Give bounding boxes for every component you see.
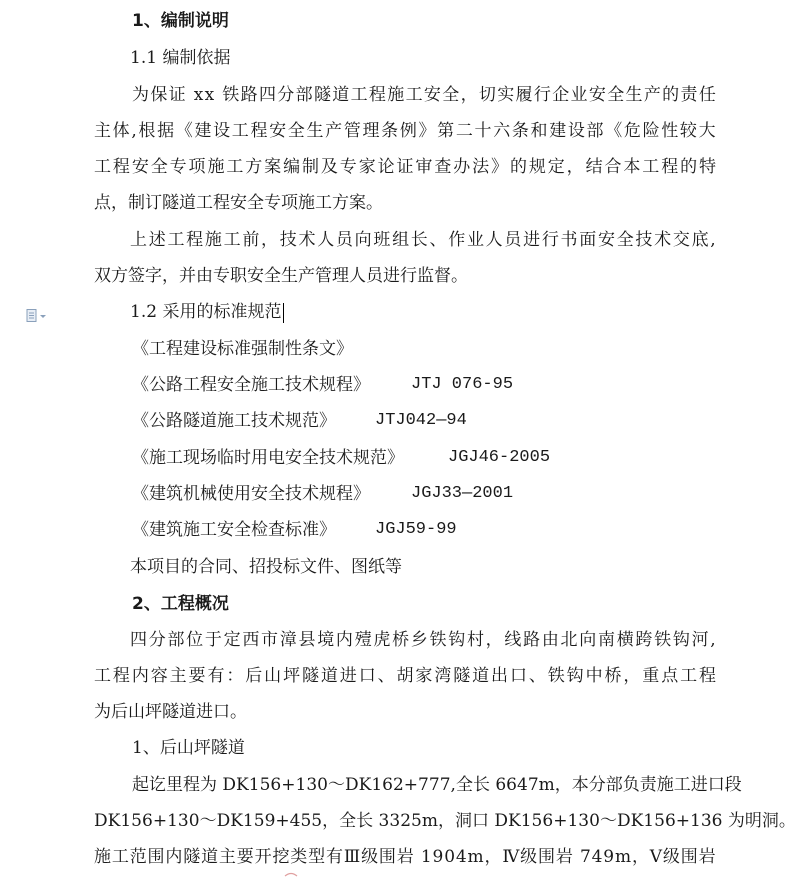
subsection-heading-1-2 <box>130 300 284 324</box>
paragraph-line: 主 体 , 根 据 《 建 设 工 程 安 全 生 产 管 理 条 例 》 第 二 十 六 条 和 建 设 部 《 危 险 性 较 大 <box>94 121 716 141</box>
standard-name: 《工程建设标准强制性条文》 <box>132 339 353 359</box>
paragraph-line: 起 讫 里 程 为 D K 1 5 6 + 1 3 0 ～ D K 1 6 2 + 7 7 7 , 全 长 6 6 4 7 m ， 本 分 部 负 责 施 工 进 口 段 <box>132 775 742 795</box>
standard-item <box>132 409 336 433</box>
text-cursor <box>283 303 284 323</box>
standard-code: JTJ 076-95 <box>411 375 514 394</box>
paragraph-line: 工 程 安 全 专 项 施 工 方 案 编 制 及 专 家 论 证 审 查 办 法 》 的 规 定 ， 结 合 本 工 程 的 特 <box>94 157 716 177</box>
section-heading-1: 1、编制说明 <box>132 11 229 31</box>
subsection-heading-tunnel: 1、后山坪隧道 <box>132 738 245 758</box>
paragraph-line: 点，制订隧道工程安全专项施工方案。 <box>94 193 383 213</box>
subsection-heading-1-2-text: 1.2 采用的标准规范 <box>130 302 282 322</box>
standards-note: 本项目的合同、招投标文件、图纸等 <box>130 557 402 577</box>
standard-name: 《施工现场临时用电安全技术规范》 <box>132 448 404 468</box>
standard-code: JGJ46-2005 <box>448 448 551 467</box>
standard-item <box>132 373 370 397</box>
paragraph-line: D K 1 5 6 + 1 3 0 ～ D K 1 5 9 + 4 5 5 ， 全 长 3 3 2 5 m ， 洞 口 D K 1 5 6 + 1 3 0 ～ D K 1 5 6 + 1 3 6 为 明 洞 。 <box>94 811 796 831</box>
paragraph-line: 工 程 内 容 主 要 有 ： 后 山 坪 隧 道 进 口 、 胡 家 湾 隧 道 出 口 、 铁 钩 中 桥 ， 重 点 工 程 <box>94 666 716 686</box>
standard-item <box>132 337 353 361</box>
paragraph-line: 为 保 证 x x 铁 路 四 分 部 隧 道 工 程 施 工 安 全 ， 切 实 履 行 企 业 安 全 生 产 的 责 任 <box>132 85 716 105</box>
paragraph-line: 施 工 范 围 内 隧 道 主 要 开 挖 类 型 有 Ⅲ 级 围 岩 1 9 0 4 m ， Ⅳ 级 围 岩 7 4 9 m ， Ⅴ 级 围 岩 <box>94 847 716 867</box>
section-heading-2: 2、工程概况 <box>132 594 229 614</box>
paragraph-line: 为后山坪隧道进口。 <box>94 702 247 722</box>
paragraph-line: 四 分 部 位 于 定 西 市 漳 县 境 内 殪 虎 桥 乡 铁 钩 村 ， 线 路 由 北 向 南 横 跨 铁 钩 河 , <box>130 630 716 650</box>
standard-code: JGJ59-99 <box>375 520 457 539</box>
standard-name: 《公路隧道施工技术规范》 <box>132 411 336 431</box>
paragraph-line: 双方签字，并由专职安全生产管理人员进行监督。 <box>94 266 468 286</box>
standard-code: JTJ042—94 <box>375 411 467 430</box>
standard-item <box>132 446 404 470</box>
subsection-heading-1-1: 1.1 编制依据 <box>130 48 231 68</box>
standard-code: JGJ33—2001 <box>411 484 514 503</box>
paragraph-mark-icon <box>26 309 48 323</box>
standard-name: 《建筑施工安全检查标准》 <box>132 520 336 540</box>
standard-item <box>132 482 370 506</box>
standard-name: 《公路工程安全施工技术规程》 <box>132 375 370 395</box>
paragraph-line: 上 述 工 程 施 工 前 ， 技 术 人 员 向 班 组 长 、 作 业 人 员 进 行 书 面 安 全 技 术 交 底 , <box>130 230 716 250</box>
standard-item <box>132 518 336 542</box>
revision-mark-icon <box>284 871 298 877</box>
standard-name: 《建筑机械使用安全技术规程》 <box>132 484 370 504</box>
